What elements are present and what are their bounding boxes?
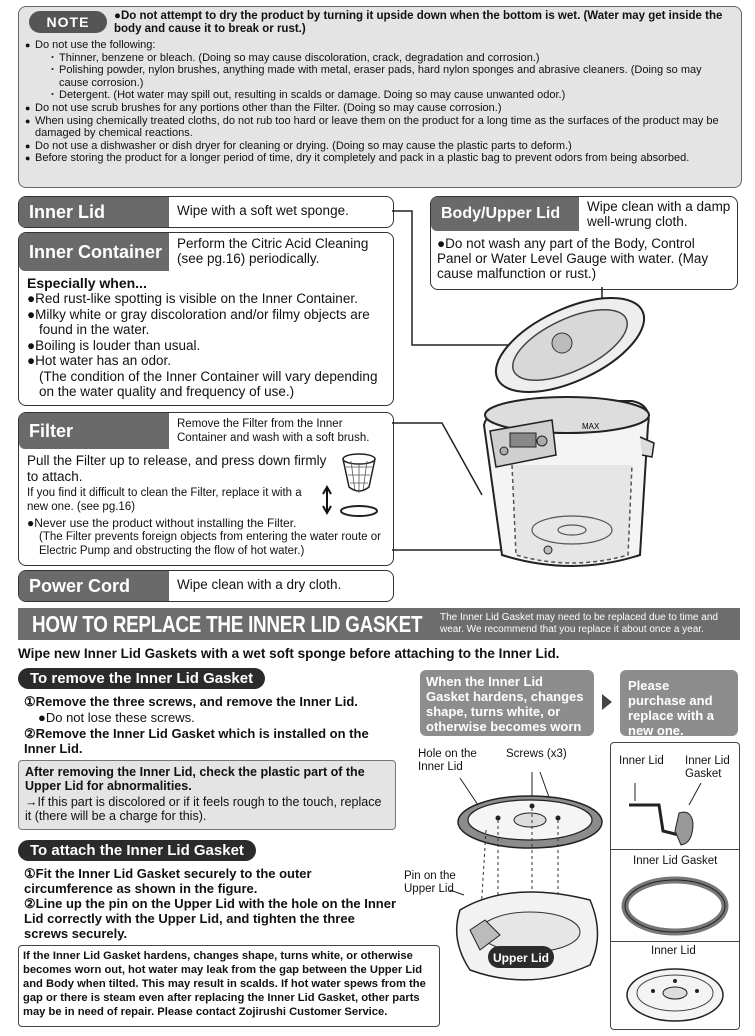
label-inner-lid-gasket: Inner Lid Gasket	[685, 755, 730, 780]
power-cord-box	[18, 570, 394, 602]
remove-heading: To remove the Inner Lid Gasket	[18, 668, 265, 689]
inner-container-title: Inner Container	[19, 233, 169, 271]
check-text: →If this part is discolored or if it feels rough to the touch, replace it (there will be a charge for this).	[25, 795, 382, 823]
note-box	[18, 6, 742, 188]
note-item: ● Do not use the following:	[25, 39, 733, 52]
note-lead: ●Do not attempt to dry the product by turning it upside down when the bottom is wet. (Water may get inside the body and cause it to break or rust.)	[114, 10, 723, 35]
filter-never-note: (The Filter prevents foreign objects from entering the water route or Electric Pump and obstructing the flow of hot water.)	[39, 531, 381, 557]
attach-heading: To attach the Inner Lid Gasket	[18, 840, 256, 861]
note-items	[25, 39, 733, 165]
inner-container-item: (The condition of the Inner Container will vary depending on the water quality and frequency of use.)	[39, 368, 378, 399]
filter-pull: Pull the Filter up to release, and press down firmly to attach.	[27, 453, 327, 484]
filter-box	[18, 412, 394, 566]
remove-step-2: ②Remove the Inner Lid Gasket which is installed on the Inner Lid.	[24, 726, 369, 756]
inner-container-box	[18, 232, 394, 406]
inner-lid-exploded-diagram	[440, 760, 610, 1030]
inner-container-items	[27, 291, 389, 400]
attach-step-2: ②Line up the pin on the Upper Lid with the hole on the Inner Lid correctly with the Upper Lid, and tighten the three screws securely.	[24, 896, 397, 941]
gasket-ring-icon	[621, 873, 729, 939]
inner-lid-text: Wipe with a soft wet sponge.	[177, 203, 349, 218]
note-item: ・ Polishing powder, nylon brushes, anything made with metal, eraser pads, hard nylon sponges and abrasive cleaners. (Doing so may cause corrosion.)	[25, 64, 733, 89]
filter-basket-icon	[311, 449, 391, 519]
inner-container-item: ●Hot water has an odor.	[27, 353, 171, 368]
body-warning: ●Do not wash any part of the Body, Control Panel or Water Level Gauge with water. (May cause malfunction or rust.)	[437, 236, 709, 281]
label-inner-lid: Inner Lid	[619, 755, 664, 767]
gasket-side-note: The Inner Lid Gasket may need to be replaced due to time and wear. We recommend that you replace it about once a year.	[440, 612, 718, 635]
body-title: Body/Upper Lid	[431, 197, 579, 231]
filter-text: Remove the Filter from the Inner Container and wash with a soft brush.	[177, 418, 370, 444]
note-item: ・ Thinner, benzene or bleach. (Doing so may cause discoloration, crack, degradation and corrosion.)	[25, 52, 733, 65]
remove-step-1b: ●Do not lose these screws.	[38, 710, 195, 725]
note-item: ● Do not use a dishwasher or dish dryer for cleaning or drying. (Doing so may cause the plastic parts to deform.)	[25, 140, 733, 153]
upper-lid-label: Upper Lid	[493, 951, 549, 965]
remove-step-1: ①Remove the three screws, and remove the Inner Lid.	[24, 694, 358, 709]
arrow-right-icon	[602, 694, 612, 710]
filter-title: Filter	[19, 413, 169, 449]
note-item: ・ Detergent. (Hot water may spill out, resulting in scalds or damage. Doing so may cause unwanted odor.)	[25, 89, 733, 102]
inner-container-item: ●Red rust-like spotting is visible on the Inner Container.	[27, 291, 358, 306]
label-inner-lid-2: Inner Lid	[651, 945, 696, 957]
label-pin-upper-lid: Pin on the Upper Lid	[404, 870, 456, 895]
purchase-box: Please purchase and replace with a new one.	[620, 670, 738, 736]
note-item: ● Before storing the product for a longer period of time, dry it completely and pack in a plastic bag to prevent odors from being absorbed.	[25, 152, 733, 165]
attach-step-1: ①Fit the Inner Lid Gasket securely to the outer circumference as shown in the figure.	[24, 866, 312, 896]
label-gasket-title: Inner Lid Gasket	[633, 855, 718, 867]
body-text: Wipe clean with a damp well-wrung cloth.	[587, 199, 731, 229]
gasket-warning-text: If the Inner Lid Gasket hardens, changes shape, turns white, or otherwise becomes worn out, hot water may leak from the gap between the Upper Lid and Body when tilted. This may result in scalds. If hot water spews from the gap or there is steam even after replacing the Inner Lid Gasket, other parts may be in need of repair. Please contact Zojirushi Customer Service.	[23, 950, 426, 1018]
gasket-title: HOW TO REPLACE THE INNER LID GASKET	[32, 611, 423, 637]
gasket-cross-section	[619, 783, 729, 853]
when-worn-box: When the Inner Lid Gasket hardens, changes shape, turns white, or otherwise becomes worn out.	[420, 670, 594, 736]
note-badge: NOTE	[29, 11, 107, 33]
power-cord-text: Wipe clean with a dry cloth.	[177, 577, 342, 592]
check-title: After removing the Inner Lid, check the plastic part of the Upper Lid for abnormalities.	[25, 765, 365, 793]
inner-lid-icon	[623, 963, 727, 1025]
note-item: ● Do not use scrub brushes for any portions other than the Filter. (Doing so may cause corrosion.)	[25, 102, 733, 115]
filter-replace: If you find it difficult to clean the Filter, replace it with a new one. (see pg.16)	[27, 487, 302, 513]
check-box	[18, 760, 396, 830]
inner-lid-title: Inner Lid	[19, 197, 169, 227]
inner-lid-box	[18, 196, 394, 228]
note-item: ● When using chemically treated cloths, do not rub too hard or leave them on the product for a long time as the surfaces of the product may be damaged by chemical reactions.	[25, 115, 733, 140]
inner-container-item: ●Milky white or gray discoloration and/or filmy objects are found in the water.	[27, 306, 370, 337]
label-screws: Screws (x3)	[506, 748, 567, 760]
label-hole-inner-lid: Hole on the Inner Lid	[418, 748, 477, 773]
gasket-section-header	[18, 608, 740, 640]
gasket-subtitle: Wipe new Inner Lid Gaskets with a wet soft sponge before attaching to the Inner Lid.	[18, 646, 560, 661]
gasket-warning-box	[18, 945, 440, 1027]
power-cord-title: Power Cord	[19, 571, 169, 601]
filter-never: ●Never use the product without installing the Filter.	[27, 516, 297, 530]
svg-text:MAX: MAX	[582, 422, 600, 431]
gasket-detail-panel	[610, 742, 740, 1030]
inner-container-item: ●Boiling is louder than usual.	[27, 337, 201, 353]
thermo-pot-illustration	[392, 205, 747, 600]
inner-container-text: Perform the Citric Acid Cleaning (see pg.16) periodically.	[177, 236, 369, 266]
especially-heading: Especially when...	[27, 275, 147, 291]
